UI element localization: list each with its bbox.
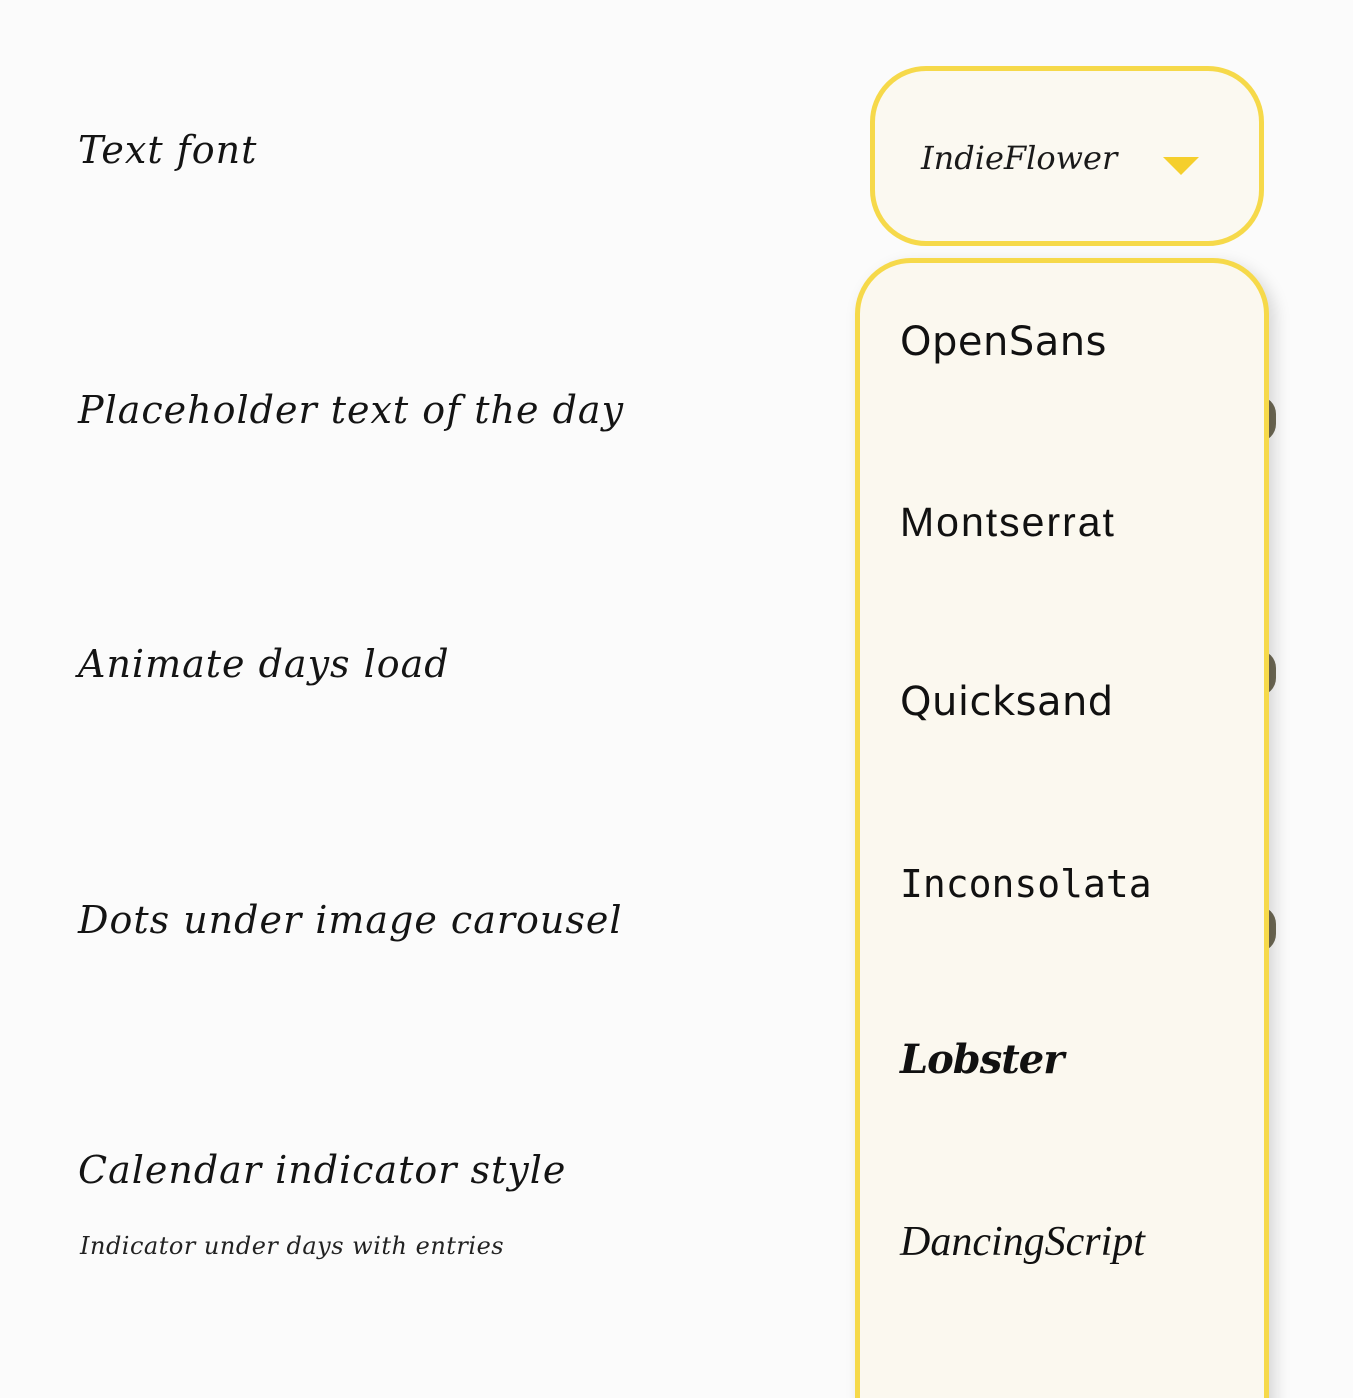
font-option-quicksand[interactable]: Quicksand [900,679,1114,725]
triangle-down-icon [1163,157,1199,175]
setting-calendar-indicator-subtitle: Indicator under days with entries [80,1232,505,1260]
setting-calendar-indicator-title: Calendar indicator style [78,1148,567,1192]
setting-animate-days-title: Animate days load [78,642,450,686]
setting-text-font-title: Text font [78,128,258,172]
font-option-montserrat[interactable]: Montserrat [900,499,1116,545]
font-option-inconsolata[interactable]: Inconsolata [900,862,1152,906]
font-option-dancingscript[interactable]: DancingScript [900,1219,1145,1265]
setting-dots-carousel-title: Dots under image carousel [78,898,623,942]
font-option-opensans[interactable]: OpenSans [900,319,1107,365]
setting-placeholder-text-title: Placeholder text of the day [78,388,625,432]
font-option-lobster[interactable]: Lobster [900,1036,1064,1083]
text-font-select-value: IndieFlower [921,139,1118,177]
text-font-select[interactable] [870,66,1264,246]
font-dropdown-menu [855,258,1269,1398]
